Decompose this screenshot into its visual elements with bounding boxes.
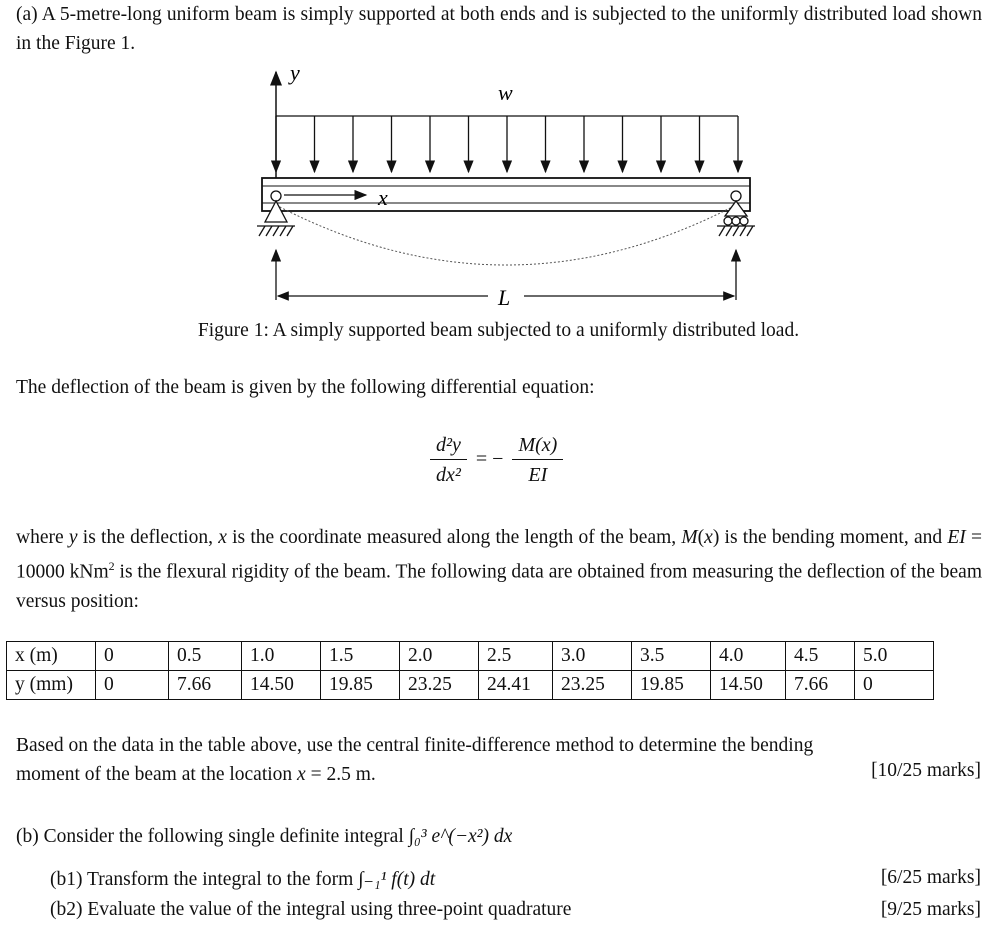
lhs-fraction <box>430 434 467 487</box>
table-cell: 0 <box>96 642 169 671</box>
lhs-denominator: dx² <box>436 464 461 486</box>
deflection-curve <box>276 205 736 265</box>
rhs-numerator: M(x) <box>512 434 563 460</box>
table-cell: 3.0 <box>553 642 632 671</box>
part-b2-marks: [9/25 marks] <box>880 899 981 920</box>
b1-integral-expression: ∫₋₁¹ f(t) dt <box>358 869 436 890</box>
table-cell: 23.25 <box>400 671 479 700</box>
table-cell: 3.5 <box>632 642 711 671</box>
table-cell: 0 <box>855 671 934 700</box>
table-cell: 23.25 <box>553 671 632 700</box>
table-cell: 7.66 <box>786 671 855 700</box>
table-cell: 14.50 <box>242 671 321 700</box>
table-cell: 2.5 <box>479 642 553 671</box>
lhs-numerator: d²y <box>430 434 467 460</box>
table-cell: 5.0 <box>855 642 934 671</box>
deflection-table <box>6 641 934 700</box>
differential-equation <box>430 434 563 487</box>
table-cell: 4.0 <box>711 642 786 671</box>
rhs-denominator: EI <box>528 464 548 486</box>
table-cell: 1.5 <box>321 642 400 671</box>
table-cell: 0 <box>96 671 169 700</box>
deflection-intro: The deflection of the beam is given by the following differential equation: <box>16 377 595 398</box>
table-cell: 1.0 <box>242 642 321 671</box>
beam-figure <box>0 55 997 317</box>
part-b2: (b2) Evaluate the value of the integral using three-point quadrature <box>50 899 572 920</box>
integral-expression: ∫₀³ e^(−x²) dx <box>408 826 513 847</box>
table-cell: 4.5 <box>786 642 855 671</box>
where-paragraph: where y is the deflection, x is the coordinate measured along the length of the beam, M(x) is the bending moment, and EI = 10000 kNm$^2$ is the flexural rigidity of the beam. The following data are obtained from measuring the deflection of the beam versus position: <box>16 527 983 612</box>
part-b-intro: (b) Consider the following single definite integral ∫₀³ e^(−x²) dx <box>16 826 513 847</box>
based-on-paragraph: Based on the data in the table above, use the central finite-difference method to determine the bending moment of the beam at the location x = 2.5 m. <box>16 735 814 785</box>
x-axis-label: x <box>378 185 388 210</box>
part-a-marks: [10/25 marks] <box>871 760 981 781</box>
table-header-x: x (m) <box>7 642 96 671</box>
length-label: L <box>498 285 511 310</box>
figure-caption: Figure 1: A simply supported beam subjected to a uniformly distributed load. <box>197 320 800 341</box>
part-a-intro: (a) A 5-metre-long uniform beam is simply supported at both ends and is subjected to the uniformly distributed load shown in the Figure 1. <box>16 4 982 54</box>
table-header-y: y (mm) <box>7 671 96 700</box>
part-b1: (b1) Transform the integral to the form ∫₋₁¹ f(t) dt <box>50 869 436 890</box>
table-row-y <box>7 671 934 700</box>
load-arrows <box>276 116 738 172</box>
y-axis-label: y <box>290 60 300 85</box>
rhs-fraction <box>512 434 563 487</box>
table-cell: 24.41 <box>479 671 553 700</box>
table-cell: 7.66 <box>169 671 242 700</box>
table-cell: 19.85 <box>632 671 711 700</box>
table-cell: 0.5 <box>169 642 242 671</box>
equals-sign: = − <box>475 448 504 471</box>
table-cell: 14.50 <box>711 671 786 700</box>
table-cell: 2.0 <box>400 642 479 671</box>
load-label: w <box>498 80 513 105</box>
table-row-x <box>7 642 934 671</box>
table-cell: 19.85 <box>321 671 400 700</box>
part-b1-marks: [6/25 marks] <box>880 867 981 888</box>
